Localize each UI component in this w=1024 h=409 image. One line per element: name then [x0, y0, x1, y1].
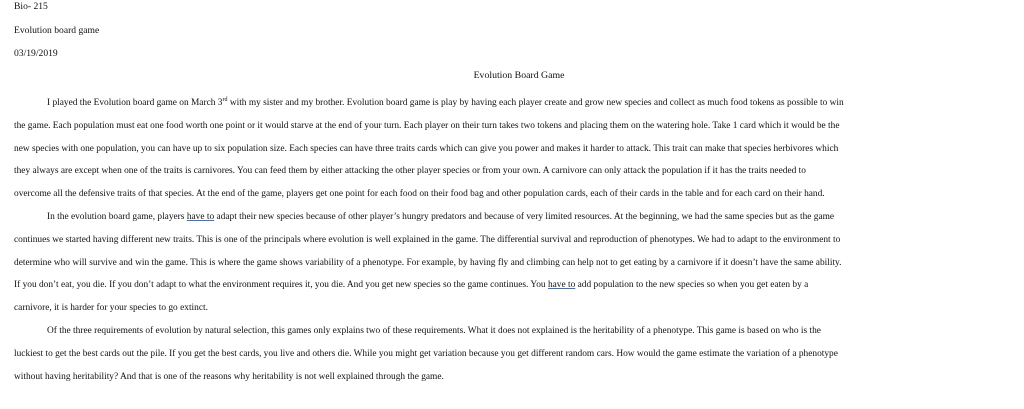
assignment-name: Evolution board game [14, 25, 100, 36]
course-code: Bio- 215 [14, 1, 48, 12]
text-line: carnivore, it is harder for your species to go extinct. [14, 303, 208, 314]
text-line: they always are except when one of the traits is carnivores. You can feed them by either attacking the other player species or from your own. A carnivore can only attack the population if it has the traits needed to [14, 166, 806, 177]
superscript: rd [222, 96, 228, 103]
grammar-underline: have to [547, 280, 576, 291]
text-line: without having heritability? And that is one of the reasons why heritability is not well explained through the game. [14, 371, 444, 382]
text-line: In the evolution board game, players have to adapt their new species because of other player’s hungry predators and because of very limited resources. At the beginning, we had the same species but as the game [47, 211, 835, 222]
text-line: luckiest to get the best cards out the pile. If you get the best cards, you live and others die. While you might get variation because you get different random cars. How would the game estimate the variation of a phenotype [14, 348, 838, 359]
text-line: the game. Each population must eat one food worth one point or it would starve at the end of your turn. Each player on their turn takes two tokens and placing them on the watering hole. Take 1 card which it would be the [14, 120, 840, 131]
grammar-underline: have to [186, 211, 215, 222]
document-body [14, 92, 1014, 388]
paragraph [14, 92, 1014, 206]
document-title: Evolution Board Game [473, 70, 565, 81]
text-line: new species with one population, you can have up to six population size. Each species can have three traits cards which can give you power and makes it harder to attack. This trait can make that species herbivores which [14, 143, 839, 154]
paragraph [14, 320, 1014, 388]
text-line: continues we started having different new traits. This is one of the principals where evolution is well explained in the game. The differential survival and reproduction of phenotypes. We had to adapt to the environment to [14, 234, 841, 245]
text-line: Of the three requirements of evolution by natural selection, this games only explains two of these requirements. What it does not explained is the heritability of a phenotype. This game is based on who is the [47, 325, 821, 336]
text-line: overcome all the defensive traits of that species. At the end of the game, players get one point for each food on their food bag and other population cards, each of their cards in the table and for each card on their hand. [14, 189, 825, 200]
text-line: determine who will survive and win the game. This is where the game shows variability of a phenotype. For example, by having fly and climbing can help not to get eating by a carnivore if it doesn’t have the same ability. [14, 257, 842, 268]
text-line: I played the Evolution board game on March 3rd with my sister and my brother. Evolution board game is play by having each player create and grow new species and collect as much food tokens as possible to win [47, 96, 844, 108]
text-line: If you don’t eat, you die. If you don’t adapt to what the environment requires it, you die. And you get new species so the game continues. You have to add population to the new species so when you get eaten by a [14, 280, 809, 291]
paragraph [14, 206, 1014, 320]
document-date: 03/19/2019 [14, 48, 58, 59]
